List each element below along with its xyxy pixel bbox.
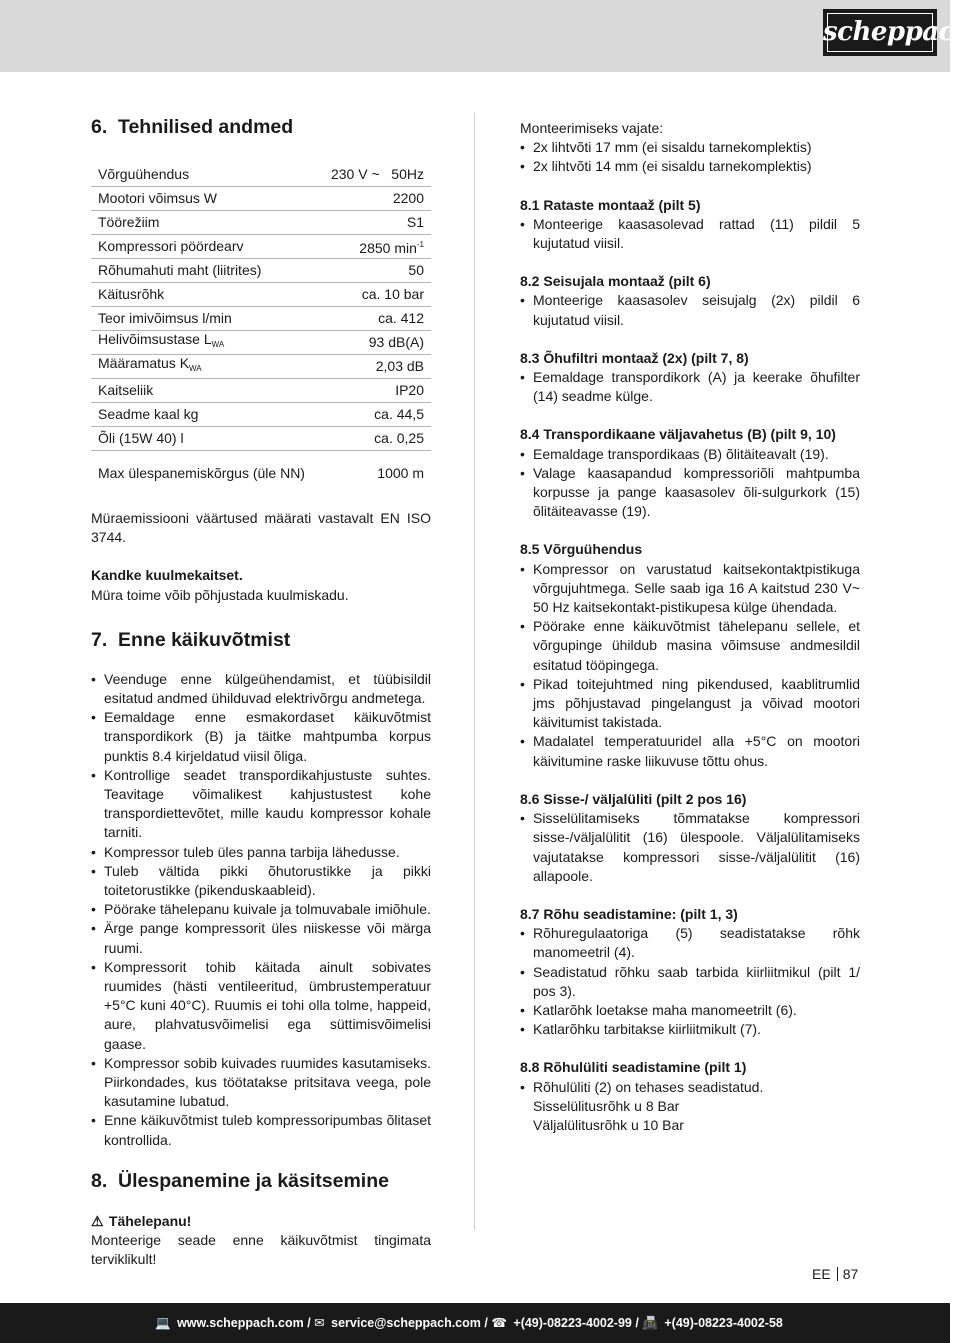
section-title: Enne käikuvõtmist xyxy=(118,628,291,651)
spec-row xyxy=(91,282,431,306)
s86-list xyxy=(520,809,860,886)
phone-number: +(49)-08223-4002-99 / xyxy=(513,1316,639,1330)
section-number: 6. xyxy=(91,116,108,138)
tools-list xyxy=(520,138,860,176)
spec-row xyxy=(91,402,431,426)
attention-label: Tähelepanu! xyxy=(108,1212,192,1229)
list-item: • Katlarõhku tarbitakse kiirliitmikult (7). xyxy=(520,1020,860,1039)
list-item: • Kontrollige seadet transpordikahjustuste suhtes. Teavitage võimalikest kahjustustest kohe transpordiettevõtet, mille kaudu kompressor kohale tarniti. xyxy=(91,766,431,843)
spec-row xyxy=(91,426,431,450)
list-item: • Veenduge enne külgeühendamist, et tüübisildil esitatud andmed ühilduvad elektrivõrgu andmetega. xyxy=(91,670,431,708)
s88-list xyxy=(520,1078,860,1136)
spec-value: ca. 10 bar xyxy=(320,282,431,306)
spec-row xyxy=(91,450,431,496)
spec-value: S1 xyxy=(320,210,431,234)
spec-value: 50 xyxy=(320,258,431,282)
column-divider xyxy=(474,113,475,1230)
s82-heading: 8.2 Seisujala montaaž (pilt 6) xyxy=(520,273,711,290)
email-link[interactable]: service@scheppach.com / xyxy=(331,1316,488,1330)
list-item: • Monteerige kaasasolev seisujalg (2x) pildil 6 kujutatud viisil. xyxy=(520,291,860,329)
list-item: • Monteerige kaasasolevad rattad (11) pildil 5 kujutatud viisil. xyxy=(520,215,860,253)
list-item: • Rõhuregulaatoriga (5) seadistatakse rõhk manomeetril (4). xyxy=(520,924,860,962)
list-item: • Katlarõhk loetakse maha manomeetrilt (6). xyxy=(520,1001,860,1020)
page-separator xyxy=(837,1267,838,1281)
s82-list xyxy=(520,291,860,329)
spec-label: Õli (15W 40) l xyxy=(91,426,320,450)
spec-row xyxy=(91,354,431,378)
spec-label: Helivõimsustase $L_{WA}$ xyxy=(91,330,320,354)
s88-on-pressure: Sisselülitusrõhk u 8 Bar xyxy=(533,1097,680,1114)
spec-label: Võrguühendus xyxy=(91,162,320,186)
s85-list xyxy=(520,560,860,771)
spec-value: 1000 m xyxy=(377,465,424,482)
s84-list xyxy=(520,445,860,522)
list-item: • Pikad toitejuhtmed ning pikendused, kaablitrumlid jms põhjustavad pingelangust ja võivad mootori käivitumist takistada. xyxy=(520,675,860,733)
warning-icon: ⚠ xyxy=(91,1212,104,1229)
spec-label: Rõhumahuti maht (liitrites) xyxy=(91,258,320,282)
computer-icon: 💻 xyxy=(155,1316,171,1330)
section-title: Ülespanemine ja käsitsemine xyxy=(118,1169,389,1192)
list-item: • Eemaldage transpordikaas (B) õlitäiteavalt (19). xyxy=(520,445,860,464)
spec-row xyxy=(91,234,431,258)
attention-title xyxy=(91,1212,431,1231)
spec-row xyxy=(91,258,431,282)
spec-row xyxy=(91,378,431,402)
s88-off-pressure: Väljalülitusrõhk u 10 Bar xyxy=(533,1116,684,1133)
spec-label: Määramatus $K_{WA}$ xyxy=(91,354,320,378)
noise-note: Müraemissiooni väärtused määrati vastavalt EN ISO 3744. xyxy=(91,510,431,546)
spec-row xyxy=(91,306,431,330)
fax-number: +(49)-08223-4002-58 xyxy=(664,1316,783,1330)
list-item: • Pöörake enne käikuvõtmist tähelepanu sellele, et võrgupinge ühildub masina võimsuse andmesildil esitatud tööpingega. xyxy=(520,617,860,675)
list-item: • Kompressor on varustatud kaitsekontaktpistikuga võrgujuhtmega. Selle saab iga 16 A kaitstud 230 V~ 50 Hz kaitsekontakt-pistikupesa külge ühendada. xyxy=(520,560,860,618)
list-item: • Eemaldage transpordikork (A) ja keerake õhufilter (14) seadme külge. xyxy=(520,368,860,406)
s86-heading: 8.6 Sisse-/ väljalüliti (pilt 2 pos 16) xyxy=(520,790,747,807)
section-8-heading xyxy=(91,1168,431,1194)
hearing-warning-title: Kandke kuulmekaitset. xyxy=(91,567,243,584)
s83-heading: 8.3 Õhufiltri montaaž (2x) (pilt 7, 8) xyxy=(520,349,749,366)
section-number: 7. xyxy=(91,628,108,651)
spec-row xyxy=(91,210,431,234)
page-lang: EE xyxy=(812,1266,831,1282)
list-item: • Sisselülitamiseks tõmmatakse kompressori sisse-/väljalülitit (16) ülespoole. Väljalülitamiseks vajutatakse kompressori sisse-/väljalülitit (16) allapoole. xyxy=(520,809,860,886)
s84-heading: 8.4 Transpordikaane väljavahetus (B) (pilt 9, 10) xyxy=(520,426,836,443)
spec-label: Max ülespanemiskõrgus (üle NN) xyxy=(98,465,305,482)
s81-heading: 8.1 Rataste montaaž (pilt 5) xyxy=(520,196,701,213)
mail-icon: ✉ xyxy=(314,1316,325,1330)
left-column xyxy=(91,114,431,1270)
footer-bar xyxy=(0,1303,950,1343)
list-item xyxy=(520,1078,860,1136)
list-item: • Pöörake tähelepanu kuivale ja tolmuvabale imiõhule. xyxy=(91,900,431,919)
list-item: • Eemaldage enne esmakordaset käikuvõtmist transpordikork (B) ja täitke mahtpumba korpus punktis 8.4 kirjeldatud viisil õliga. xyxy=(91,708,431,766)
list-item: • Madalatel temperatuuridel alla +5°C on mootori käivitumine raske liikuvuse tõttu ohus. xyxy=(520,732,860,770)
s85-heading: 8.5 Võrguühendus xyxy=(520,541,643,558)
section-7-heading xyxy=(91,627,431,653)
brand-logo-text: scheppach xyxy=(823,17,972,47)
spec-value: 93 dB(A) xyxy=(320,330,431,354)
section-6-heading xyxy=(91,114,431,140)
header-band xyxy=(0,0,950,72)
spec-label: Käitusrõhk xyxy=(91,282,320,306)
list-item: • Kompressor sobib kuivades ruumides kasutamiseks. Piirkondades, kus töötatakse pritsitava veega, pole kasutamine lubatud. xyxy=(91,1054,431,1112)
website-link[interactable]: www.scheppach.com / xyxy=(177,1316,311,1330)
s88-heading: 8.8 Rõhulüliti seadistamine (pilt 1) xyxy=(520,1059,747,1076)
section-number: 8. xyxy=(91,1169,108,1192)
page-num: 87 xyxy=(842,1266,859,1282)
s87-list xyxy=(520,924,860,1039)
list-item: • Kompressorit tohib käitada ainult sobivates ruumides (hästi ventileeritud, ümbrustemperatuur +5°C kuni 40°C). Ruumis ei tohi olla tolme, happeid, aure, plahvatusvõimelisi ega süttimisvõimelisi gaase. xyxy=(91,958,431,1054)
list-item: • Seadistatud rõhku saab tarbida kiirliitmikul (pilt 1/ pos 3). xyxy=(520,963,860,1001)
spec-value: 230 V ~ 50Hz xyxy=(320,162,431,186)
spec-value: IP20 xyxy=(320,378,431,402)
fax-icon: 📠 xyxy=(642,1316,658,1330)
s81-list xyxy=(520,215,860,253)
phone-icon: ☎ xyxy=(491,1316,507,1330)
tools-intro: Monteerimiseks vajate: xyxy=(520,120,664,136)
s83-list xyxy=(520,368,860,406)
spec-value: ca. 44,5 xyxy=(320,402,431,426)
spec-row xyxy=(91,186,431,210)
page-number xyxy=(812,1265,858,1283)
s88-item-text: Rõhulüliti (2) on tehases seadistatud. xyxy=(533,1078,764,1095)
brand-logo xyxy=(823,9,972,56)
spec-value: 2850 $\min^{-1}$ xyxy=(320,234,431,258)
spec-label: Kompressori pöördearv xyxy=(91,234,320,258)
right-column xyxy=(520,119,860,1135)
spec-row xyxy=(91,162,431,186)
spec-label: Seadme kaal kg xyxy=(91,402,320,426)
list-item: • Enne käikuvõtmist tuleb kompressoripumbas õlitaset kontrollida. xyxy=(91,1111,431,1149)
s87-heading: 8.7 Rõhu seadistamine: (pilt 1, 3) xyxy=(520,905,738,922)
spec-value: 2200 xyxy=(320,186,431,210)
spec-label: Töörežiim xyxy=(91,210,320,234)
list-item: • Valage kaasapandud kompressoriõli mahtpumba korpusse ja pange kaasasolev õli-sulgurkork (15) õlitäiteavasse (19). xyxy=(520,464,860,522)
spec-label: Teor imivõimsus l/min xyxy=(91,306,320,330)
list-item: • Tuleb vältida pikki õhutorustikke ja pikki toitetorustikke (pikenduskaableid). xyxy=(91,862,431,900)
spec-value: 2,03 dB xyxy=(320,354,431,378)
spec-row xyxy=(91,330,431,354)
list-item: • 2x lihtvõti 17 mm (ei sisaldu tarnekomplektis) xyxy=(520,138,860,157)
hearing-warning-text: Müra toime võib põhjustada kuulmiskadu. xyxy=(91,586,349,603)
commissioning-list xyxy=(91,670,431,1150)
list-item: • 2x lihtvõti 14 mm (ei sisaldu tarnekomplektis) xyxy=(520,157,860,176)
attention-text: Monteerige seade enne käikuvõtmist tingimata terviklikult! xyxy=(91,1232,431,1268)
spec-label: Kaitseliik xyxy=(91,378,320,402)
list-item: • Kompressor tuleb üles panna tarbija lähedusse. xyxy=(91,843,431,862)
section-title: Tehnilised andmed xyxy=(118,116,294,138)
spec-label: Mootori võimsus W xyxy=(91,186,320,210)
list-item: • Ärge pange kompressorit üles niiskesse või märga ruumi. xyxy=(91,919,431,957)
spec-value: ca. 0,25 xyxy=(320,426,431,450)
spec-table xyxy=(91,162,431,496)
spec-value: ca. 412 xyxy=(320,306,431,330)
